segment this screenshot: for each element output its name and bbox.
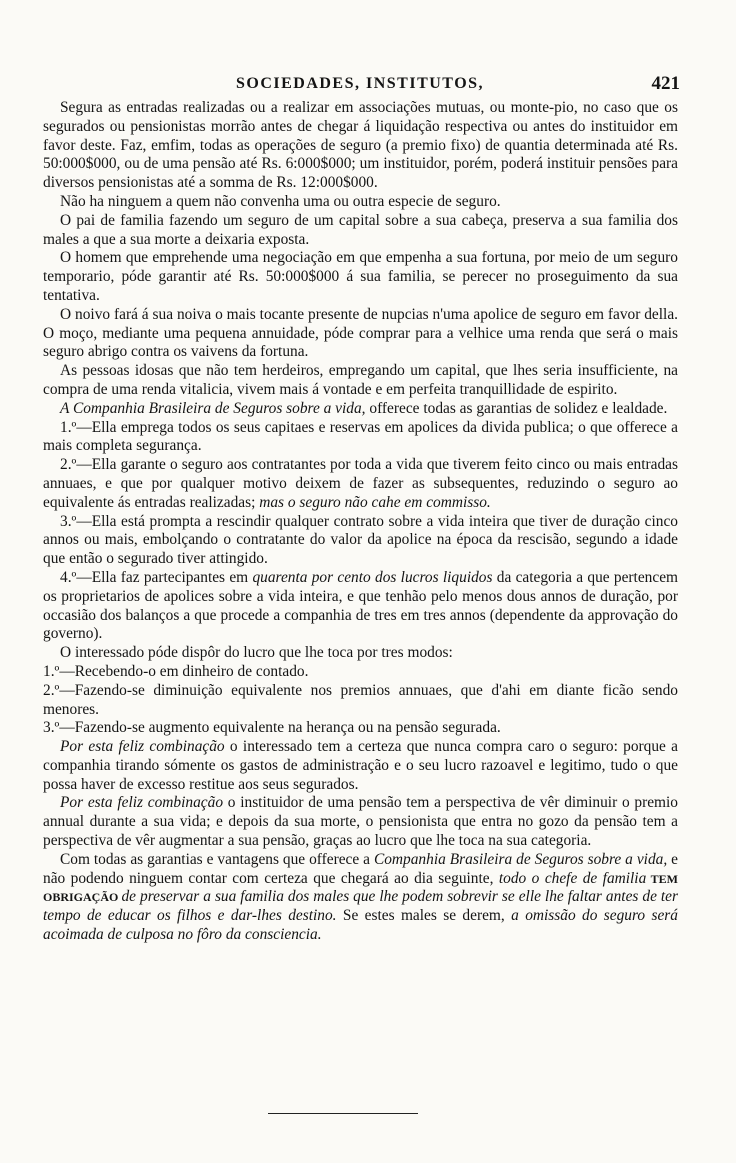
list-item: 3.º—Ella está prompta a rescindir qualquer contrato sobre a vida inteira que tiver de duração cinco annos ou mais, embolçando o contratante do valor da apolice na época da rescisão, segundo a idade que então o segurado tiver attingido. [43, 512, 678, 568]
header-title: SOCIEDADES, INSTITUTOS, [235, 75, 485, 92]
mode-item: 2.º—Fazendo-se diminuição equivalente nos premios annuaes, que d'ahi em diante ficão sendo menores. [43, 681, 678, 718]
paragraph [43, 794, 678, 850]
body-text [43, 99, 678, 945]
list-item-text: 2.º—Ella garante o seguro aos contratantes por toda a vida que tiverem feito cinco ou mais entradas annuaes, e que por qualquer motivo deixem de fazer as subsequentes, reduzindo o seguro ao equivalente ás entradas realizadas; [43, 456, 678, 511]
emphasis-italic: Por esta feliz combinação [60, 738, 225, 756]
emphasis-italic: Por esta feliz combinação [60, 794, 224, 812]
list-item [43, 569, 678, 644]
paragraph-text: Com todas as garantias e vantagens que offerece a [60, 850, 374, 868]
emphasis-italic: a omissão do seguro será acoimada de culposa no fôro da consciencia. [43, 907, 678, 944]
running-header [40, 75, 680, 97]
paragraph-text: offerece todas as garantias de solidez e lealdade. [365, 399, 668, 417]
closing-rule [268, 1113, 418, 1114]
paragraph: O noivo fará á sua noiva o mais tocante presente de nupcias n'uma apolice de seguro em favor della. O moço, mediante uma pequena annuidade, póde comprar para a velhice uma renda que será o mais seguro abrigo contra os vaivens da fortuna. [43, 305, 678, 361]
paragraph [43, 400, 678, 419]
mode-item: 3.º—Fazendo-se augmento equivalente na herança ou na pensão segurada. [43, 719, 501, 737]
company-name-italic: A Companhia Brasileira de Seguros sobre a vida, [60, 399, 366, 417]
list-item-italic: quarenta por cento dos lucros liquidos [252, 568, 493, 586]
list-item-text: 4.º—Ella faz partecipantes em [60, 568, 253, 586]
paragraph-text: Se estes males se derem, [336, 907, 512, 925]
paragraph [43, 738, 678, 794]
paragraph-text: e não podendo ninguem contar com certeza que chegará ao dia seguinte, [43, 850, 678, 887]
paragraph: Não ha ninguem a quem não convenha uma ou outra especie de seguro. [60, 192, 501, 210]
company-name-italic: Companhia Brasileira de Seguros sobre a vida, [373, 850, 668, 868]
paragraph: O interessado póde dispôr do lucro que lhe toca por tres modos: [60, 644, 453, 662]
mode-item: 1.º—Recebendo-o em dinheiro de contado. [43, 662, 309, 680]
list-item [43, 456, 678, 512]
list-item: 1.º—Ella emprega todos os seus capitaes e reservas em apolices da divida publica; o que offerece a mais completa segurança. [43, 418, 678, 455]
paragraph: Segura as entradas realizadas ou a realizar em associações mutuas, ou monte-pio, no caso que os segurados ou pensionistas morrão antes de chegar á liquidação respectiva ou antes do instituidor em favor deste. Faz, emfim, todas as operações de seguro (a premio fixo) de quantia determinada até Rs. 50:000$000, ou de uma pensão até Rs. 6:000$000; um instituidor, porém, poderá instituir pensões para diversos pensionistas até a somma de Rs. 12:000$000. [43, 99, 678, 192]
list-item-text: da categoria a que pertencem os proprietarios de apolices sobre a vida inteira, e que tenhão pelo menos dous annos de duração, por occasião dos balanços a que procede a companhia de tres em tres annos (dependente da approvação do governo). [43, 568, 678, 643]
paragraph-text: o instituidor de uma pensão tem a perspectiva de vêr diminuir o premio annual durante a sua vida; e depois da sua morte, o pensionista que entra no gozo da pensão tem a perspectiva de vêr augmentar a sua pensão, graças ao lucro que lhe toca na sua categoria. [43, 794, 679, 850]
paragraph [43, 851, 678, 945]
page-number: 421 [651, 73, 680, 94]
paragraph: O pai de familia fazendo um seguro de um capital sobre a sua cabeça, preserva a sua familia dos males a que a sua morte a deixaria exposta. [43, 211, 678, 248]
small-caps-text: TEM OBRIGAÇÃO [43, 871, 678, 905]
paragraph: As pessoas idosas que não tem herdeiros, empregando um capital, que lhes seria insufficiente, na compra de uma renda vitalicia, vivem mais á vontade e em perfeita tranquillidade de espirito. [43, 362, 678, 398]
emphasis-italic: todo o chefe de familia [498, 869, 647, 887]
paragraph-text: o interessado tem a certeza que nunca compra caro o seguro: porque a companhia tirando sómente os gastos de administração e o seu lucro razoavel e legitimo, tudo o que possa haver de excesso restitue aos seus segurados. [43, 738, 679, 793]
list-item-italic: mas o seguro não cahe em commisso. [259, 493, 491, 511]
paragraph: O homem que emprehende uma negociação em que empenha a sua fortuna, por meio de um seguro temporario, póde garantir até Rs. 50:000$000 á sua familia, se perecer no proseguimento da sua tentativa. [43, 249, 678, 304]
emphasis-italic: de preservar a sua familia dos males que lhe podem sobrevir se elle lhe faltar antes de ter tempo de educar os filhos e dar-lhes destino. [43, 888, 678, 925]
